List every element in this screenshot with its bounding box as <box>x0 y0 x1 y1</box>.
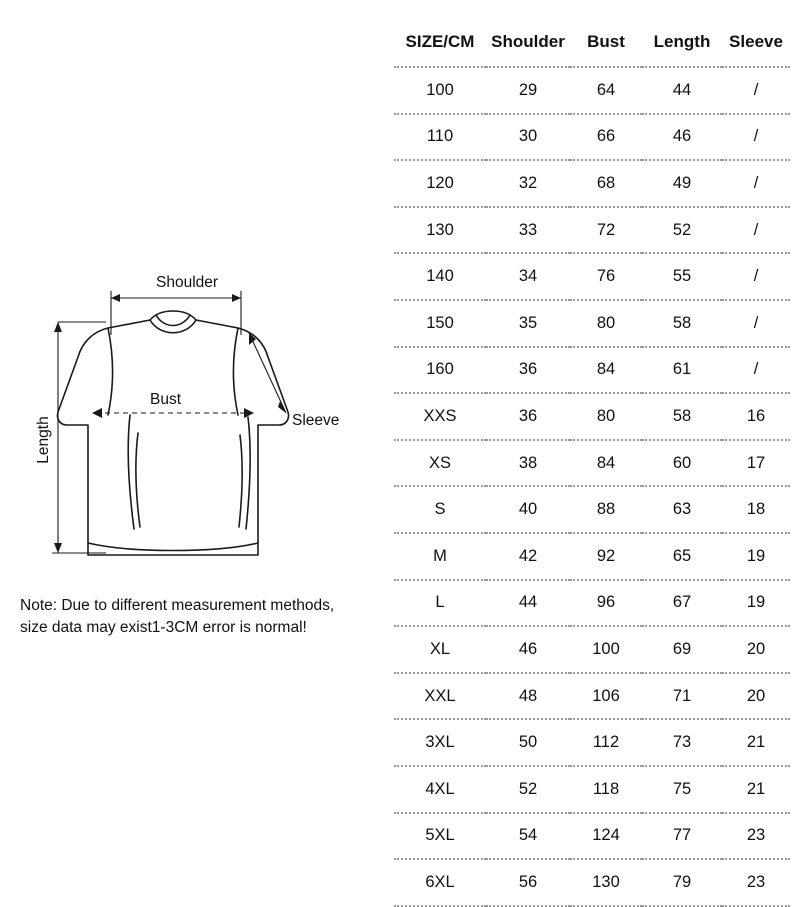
table-row <box>394 440 790 487</box>
cell-measurement: 96 <box>570 580 642 627</box>
table-row <box>394 673 790 720</box>
bust-arrow-left-icon <box>92 408 102 418</box>
cell-measurement: 34 <box>486 253 570 300</box>
cell-measurement: 17 <box>722 440 790 487</box>
note-line-2: size data may exist1-3CM error is normal! <box>20 619 307 636</box>
cell-size: S <box>394 486 486 533</box>
cell-measurement: 36 <box>486 347 570 394</box>
cell-measurement: 16 <box>722 393 790 440</box>
cell-measurement: 21 <box>722 719 790 766</box>
table-row <box>394 114 790 161</box>
cell-size: M <box>394 533 486 580</box>
cell-measurement: 63 <box>642 486 722 533</box>
table-row <box>394 859 790 906</box>
cell-measurement: / <box>722 347 790 394</box>
length-measure-line <box>52 322 106 553</box>
cell-size: 130 <box>394 207 486 254</box>
cell-measurement: 80 <box>570 393 642 440</box>
cell-measurement: 80 <box>570 300 642 347</box>
cell-measurement: 44 <box>642 67 722 114</box>
cell-measurement: 35 <box>486 300 570 347</box>
cell-measurement: 84 <box>570 347 642 394</box>
cell-size: L <box>394 580 486 627</box>
cell-measurement: 50 <box>486 719 570 766</box>
cell-measurement: / <box>722 207 790 254</box>
cell-measurement: 49 <box>642 160 722 207</box>
sleeve-label: Sleeve <box>292 412 340 429</box>
cell-size: 120 <box>394 160 486 207</box>
cell-measurement: 106 <box>570 673 642 720</box>
tshirt-outline <box>57 311 288 555</box>
table-row <box>394 626 790 673</box>
cell-measurement: 21 <box>722 766 790 813</box>
table-row <box>394 300 790 347</box>
cell-measurement: 32 <box>486 160 570 207</box>
cell-measurement: 67 <box>642 580 722 627</box>
cell-measurement: 68 <box>570 160 642 207</box>
cell-measurement: 42 <box>486 533 570 580</box>
measurement-note <box>20 595 370 639</box>
shoulder-measure-line <box>111 291 241 335</box>
cell-measurement: 65 <box>642 533 722 580</box>
cell-measurement: 18 <box>722 486 790 533</box>
table-row <box>394 393 790 440</box>
note-line-1: Note: Due to different measurement methods, <box>20 597 335 614</box>
cell-measurement: 29 <box>486 67 570 114</box>
cell-size: 4XL <box>394 766 486 813</box>
cell-measurement: / <box>722 160 790 207</box>
cell-size: XL <box>394 626 486 673</box>
column-header-sleeve: Sleeve <box>722 18 790 67</box>
cell-size: XXS <box>394 393 486 440</box>
size-table-panel <box>390 0 800 891</box>
cell-size: XXL <box>394 673 486 720</box>
cell-measurement: 58 <box>642 393 722 440</box>
length-label: Length <box>35 416 52 464</box>
cell-measurement: 76 <box>570 253 642 300</box>
cell-measurement: 48 <box>486 673 570 720</box>
bust-arrow-right-icon <box>244 408 254 418</box>
cell-measurement: 40 <box>486 486 570 533</box>
cell-measurement: 71 <box>642 673 722 720</box>
table-row <box>394 160 790 207</box>
cell-measurement: 130 <box>570 859 642 906</box>
cell-measurement: 44 <box>486 580 570 627</box>
cell-size: 5XL <box>394 813 486 860</box>
cell-measurement: 118 <box>570 766 642 813</box>
cell-size: 160 <box>394 347 486 394</box>
table-row <box>394 533 790 580</box>
shoulder-label: Shoulder <box>156 274 219 291</box>
cell-measurement: 46 <box>486 626 570 673</box>
cell-measurement: / <box>722 300 790 347</box>
sleeve-measure-line <box>249 333 286 413</box>
table-row <box>394 347 790 394</box>
cell-size: 140 <box>394 253 486 300</box>
cell-measurement: 36 <box>486 393 570 440</box>
column-header-length: Length <box>642 18 722 67</box>
cell-measurement: 52 <box>642 207 722 254</box>
cell-measurement: 100 <box>570 626 642 673</box>
cell-measurement: 73 <box>642 719 722 766</box>
cell-measurement: 20 <box>722 626 790 673</box>
table-row <box>394 67 790 114</box>
table-row <box>394 580 790 627</box>
cell-measurement: 46 <box>642 114 722 161</box>
table-row <box>394 207 790 254</box>
cell-measurement: 23 <box>722 813 790 860</box>
cell-measurement: / <box>722 114 790 161</box>
cell-measurement: 112 <box>570 719 642 766</box>
table-row <box>394 766 790 813</box>
cell-measurement: 19 <box>722 580 790 627</box>
garment-diagram-panel <box>0 0 390 882</box>
cell-measurement: 19 <box>722 533 790 580</box>
column-header-size: SIZE/CM <box>394 18 486 67</box>
column-header-shoulder: Shoulder <box>486 18 570 67</box>
cell-measurement: 58 <box>642 300 722 347</box>
table-row <box>394 719 790 766</box>
cell-measurement: 124 <box>570 813 642 860</box>
cell-measurement: 72 <box>570 207 642 254</box>
cell-measurement: 33 <box>486 207 570 254</box>
cell-size: XS <box>394 440 486 487</box>
cell-measurement: 60 <box>642 440 722 487</box>
cell-measurement: / <box>722 253 790 300</box>
cell-measurement: 64 <box>570 67 642 114</box>
cell-measurement: 52 <box>486 766 570 813</box>
cell-measurement: / <box>722 67 790 114</box>
size-table-head <box>394 18 790 67</box>
length-arrow-bottom-icon <box>54 543 62 553</box>
cell-size: 6XL <box>394 859 486 906</box>
cell-measurement: 69 <box>642 626 722 673</box>
bust-label: Bust <box>150 391 182 408</box>
cell-measurement: 23 <box>722 859 790 906</box>
shoulder-arrow-left-icon <box>111 294 120 302</box>
cell-measurement: 61 <box>642 347 722 394</box>
size-table-body <box>394 67 790 906</box>
tshirt-diagram <box>10 265 380 585</box>
cell-measurement: 77 <box>642 813 722 860</box>
shoulder-arrow-right-icon <box>232 294 241 302</box>
cell-measurement: 54 <box>486 813 570 860</box>
table-header-row <box>394 18 790 67</box>
cell-size: 150 <box>394 300 486 347</box>
cell-measurement: 56 <box>486 859 570 906</box>
cell-measurement: 79 <box>642 859 722 906</box>
cell-measurement: 38 <box>486 440 570 487</box>
cell-measurement: 75 <box>642 766 722 813</box>
cell-measurement: 55 <box>642 253 722 300</box>
cell-measurement: 66 <box>570 114 642 161</box>
table-row <box>394 486 790 533</box>
size-table <box>394 18 790 907</box>
cell-measurement: 30 <box>486 114 570 161</box>
length-arrow-top-icon <box>54 322 62 332</box>
cell-measurement: 20 <box>722 673 790 720</box>
cell-size: 110 <box>394 114 486 161</box>
table-row <box>394 253 790 300</box>
cell-measurement: 92 <box>570 533 642 580</box>
cell-measurement: 88 <box>570 486 642 533</box>
cell-measurement: 84 <box>570 440 642 487</box>
table-row <box>394 813 790 860</box>
cell-size: 100 <box>394 67 486 114</box>
cell-size: 3XL <box>394 719 486 766</box>
column-header-bust: Bust <box>570 18 642 67</box>
